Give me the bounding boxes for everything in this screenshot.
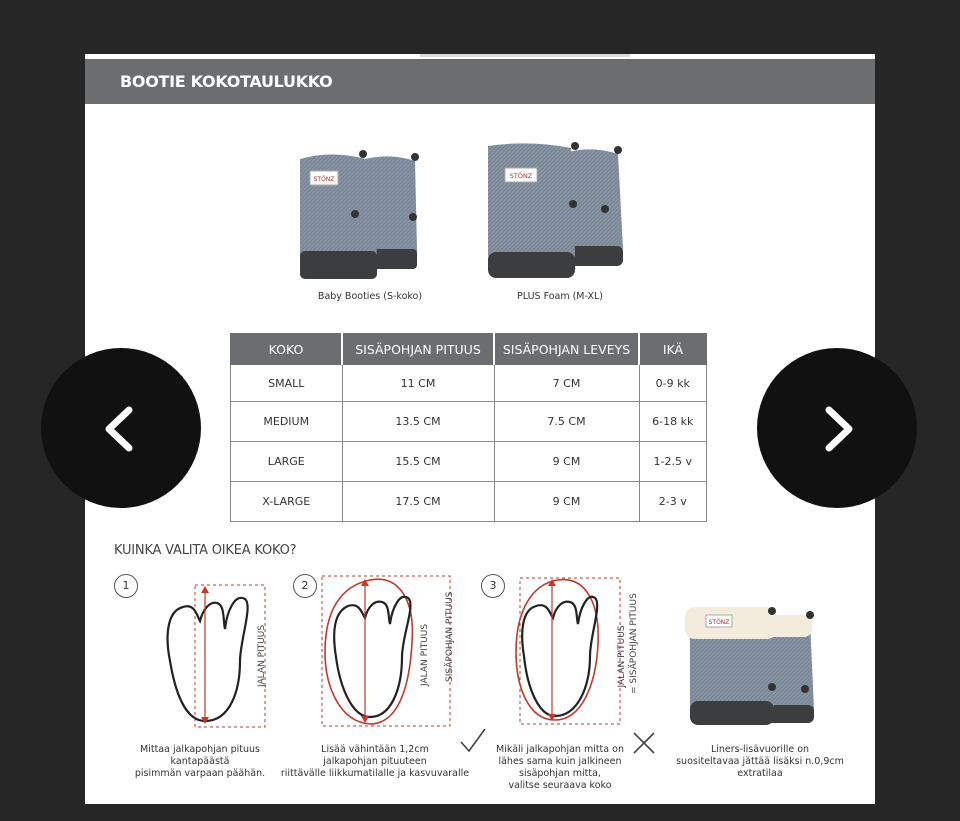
table-row [231,402,707,442]
checkmark-icon [458,726,488,756]
table-cell: X-LARGE [231,482,343,522]
table-cell: 15.5 CM [342,442,494,482]
table-cell: 7 CM [494,365,639,402]
chevron-right-icon [757,348,917,508]
howto-title: KUINKA VALITA OIKEA KOKO? [114,543,297,558]
step-description: Mittaa jalkapohjan pituus kantapäästä pisimmän varpaan päähän. [134,744,266,779]
table-cell: 1-2.5 v [639,442,707,482]
svg-text:STÖNZ: STÖNZ [509,172,533,180]
product-caption-baby: Baby Booties (S-koko) [317,291,423,302]
step-number: 2 [293,574,317,598]
next-slide-button[interactable] [757,348,917,508]
table-cell: SMALL [231,365,343,402]
table-cell: 2-3 v [639,482,707,522]
table-cell: 0-9 kk [639,365,707,402]
table-cell: 7.5 CM [494,402,639,442]
vertical-label: JALAN PITUUS [257,624,267,688]
prev-slide-button[interactable] [41,348,201,508]
table-cell: 9 CM [494,442,639,482]
table-row [231,365,707,402]
size-table [230,333,707,522]
product-caption-plus: PLUS Foam (M-XL) [517,291,603,302]
table-cell: MEDIUM [231,402,343,442]
plus-foam-bootie-image [483,134,633,284]
baby-booties-image [295,139,445,284]
step-number: 3 [481,574,505,598]
image-top-edge [420,54,630,57]
table-cell: 6-18 kk [639,402,707,442]
svg-text:STÖNZ: STÖNZ [313,176,335,183]
column-header: KOKO [231,334,343,365]
size-table-header [231,334,707,365]
vertical-label: JALAN PITUUS [617,625,627,688]
vertical-label: SISÄPOHJAN PITUUS [445,591,455,682]
table-row [231,442,707,482]
chevron-left-icon [41,348,201,508]
table-row [231,482,707,522]
liner-description: Liners-lisävuorille on suositeltavaa jättää lisäksi n.0,9cm extratilaa [676,744,844,779]
vertical-label: = SISÄPOHJAN PITUUS [629,593,639,694]
cross-icon [631,730,657,756]
foot-outline-icon [320,572,460,732]
table-cell: 11 CM [342,365,494,402]
column-header: IKÄ [639,334,707,365]
table-cell: 17.5 CM [342,482,494,522]
table-cell: 9 CM [494,482,639,522]
column-header: SISÄPOHJAN LEVEYS [494,334,639,365]
column-header: SISÄPOHJAN PITUUS [342,334,494,365]
header-banner [85,59,875,104]
svg-text:STÖNZ: STÖNZ [708,619,730,626]
table-cell: LARGE [231,442,343,482]
foot-outline-icon [510,574,630,729]
vertical-label: JALAN PITUUS [420,623,430,687]
page-title: BOOTIE KOKOTAULUKKO [120,72,333,91]
liner-bootie-image [680,599,840,729]
step-number: 1 [114,574,138,598]
step-description: Lisää vähintään 1,2cm jalkapohjan pituuteen riittävälle liikkumatilalle ja kasvuvaralle [280,744,470,779]
step-description: Mikäli jalkapohjan mitta on lähes sama kuin jalkineen sisäpohjan mitta, valitse seuraava koko [496,744,624,791]
table-cell: 13.5 CM [342,402,494,442]
